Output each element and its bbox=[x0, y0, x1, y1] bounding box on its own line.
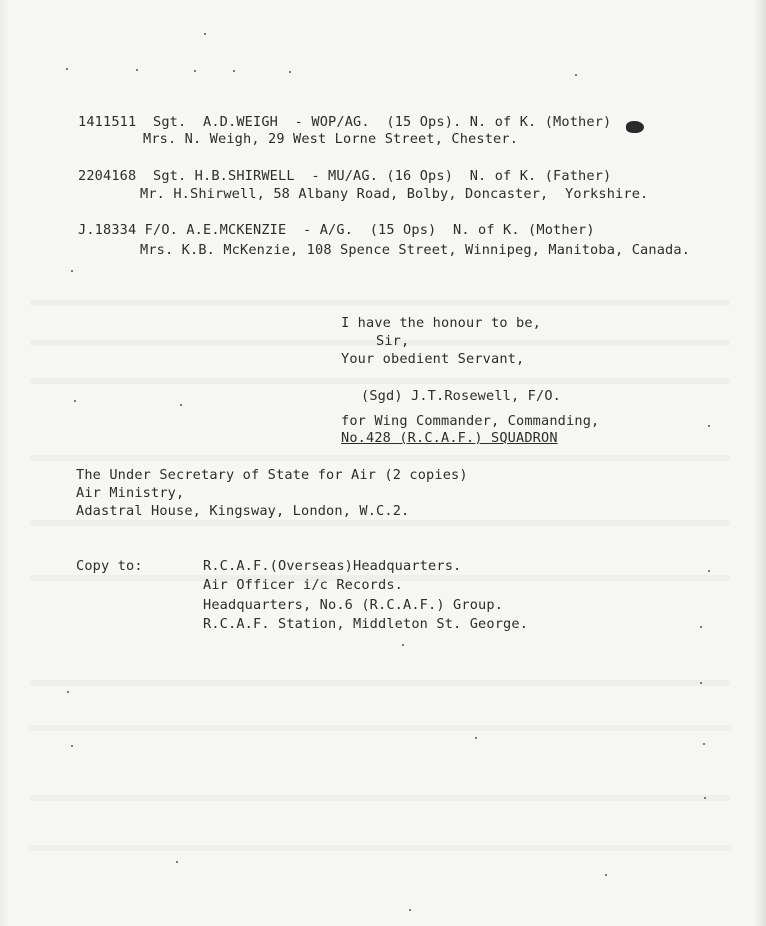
ink-blot bbox=[626, 121, 644, 133]
show-through-line bbox=[30, 795, 730, 801]
copy-to-recipient: R.C.A.F.(Overseas)Headquarters. bbox=[203, 558, 462, 574]
casualty-next-of-kin: Mr. H.Shirwell, 58 Albany Road, Bolby, Doncaster, Yorkshire. bbox=[140, 186, 649, 202]
casualty-entry: 1411511 Sgt. A.D.WEIGH - WOP/AG. (15 Ops). N. of K. (Mother) bbox=[78, 114, 612, 130]
ink-speck bbox=[71, 270, 73, 272]
ink-speck bbox=[402, 644, 404, 646]
show-through-line bbox=[30, 300, 730, 306]
ink-speck bbox=[66, 68, 68, 70]
ink-speck bbox=[67, 691, 69, 693]
addressee-line: Adastral House, Kingsway, London, W.C.2. bbox=[76, 503, 410, 519]
closing-servant-line: Your obedient Servant, bbox=[341, 351, 525, 367]
ink-speck bbox=[176, 861, 178, 863]
copy-to-recipient: Air Officer i/c Records. bbox=[203, 577, 404, 593]
ink-speck bbox=[704, 797, 706, 799]
ink-speck bbox=[74, 400, 76, 402]
page-edge-shadow bbox=[754, 0, 766, 926]
ink-speck bbox=[180, 404, 182, 406]
copy-to-recipient: Headquarters, No.6 (R.C.A.F.) Group. bbox=[203, 597, 504, 613]
closing-honour-line: I have the honour to be, bbox=[341, 315, 542, 331]
ink-speck bbox=[136, 69, 138, 71]
show-through-line bbox=[30, 845, 730, 851]
signature-line: (Sgd) J.T.Rosewell, F/O. bbox=[361, 388, 562, 404]
casualty-next-of-kin: Mrs. N. Weigh, 29 West Lorne Street, Chester. bbox=[143, 131, 519, 147]
ink-speck bbox=[475, 737, 477, 739]
casualty-next-of-kin: Mrs. K.B. McKenzie, 108 Spence Street, Winnipeg, Manitoba, Canada. bbox=[140, 242, 691, 258]
ink-speck bbox=[575, 74, 577, 76]
ink-speck bbox=[233, 70, 235, 72]
ink-speck bbox=[703, 743, 705, 745]
ink-speck bbox=[708, 570, 710, 572]
ink-speck bbox=[194, 70, 196, 72]
show-through-line bbox=[30, 725, 730, 731]
page-left-shadow bbox=[0, 0, 10, 926]
squadron-name: No.428 (R.C.A.F.) SQUADRON bbox=[341, 430, 558, 446]
show-through-line bbox=[30, 455, 730, 461]
ink-speck bbox=[289, 71, 291, 73]
addressee-line: The Under Secretary of State for Air (2 copies) bbox=[76, 467, 468, 483]
ink-speck bbox=[700, 682, 702, 684]
closing-salutation: Sir, bbox=[376, 333, 410, 349]
casualty-entry: J.18334 F/O. A.E.MCKENZIE - A/G. (15 Ops) N. of K. (Mother) bbox=[78, 222, 595, 238]
ink-speck bbox=[71, 745, 73, 747]
ink-speck bbox=[605, 874, 607, 876]
show-through-line bbox=[30, 680, 730, 686]
show-through-line bbox=[30, 520, 730, 526]
show-through-line bbox=[30, 378, 730, 384]
casualty-entry: 2204168 Sgt. H.B.SHIRWELL - MU/AG. (16 Ops) N. of K. (Father) bbox=[78, 168, 612, 184]
ink-speck bbox=[409, 909, 411, 911]
addressee-line: Air Ministry, bbox=[76, 485, 185, 501]
ink-speck bbox=[204, 33, 206, 35]
ink-speck bbox=[700, 626, 702, 628]
copy-to-recipient: R.C.A.F. Station, Middleton St. George. bbox=[203, 616, 529, 632]
signature-for-line: for Wing Commander, Commanding, bbox=[341, 413, 600, 429]
ink-speck bbox=[708, 425, 710, 427]
copy-to-label: Copy to: bbox=[76, 558, 143, 574]
